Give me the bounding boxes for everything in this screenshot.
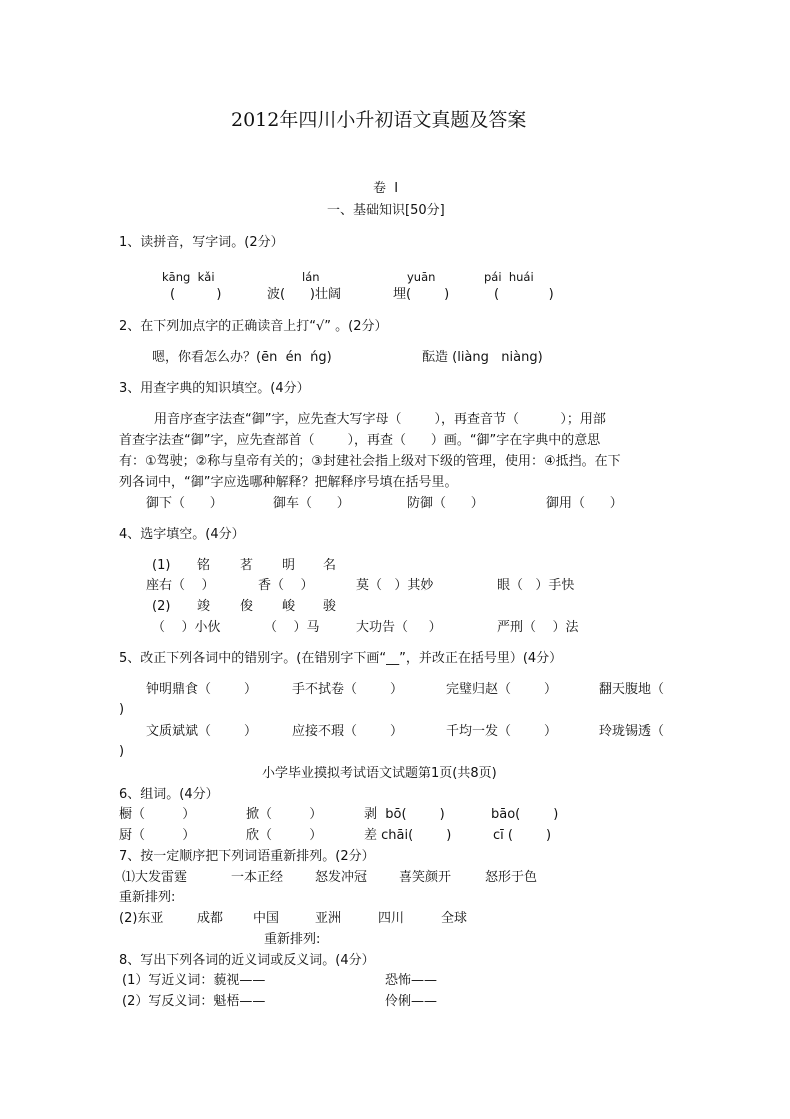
q3-item-2: 御车（ ） bbox=[273, 496, 350, 511]
q6-row-1-item-1: 橱（ ） bbox=[119, 807, 196, 822]
question-1-heading: 1、读拼音，写字词。(2分） bbox=[119, 235, 284, 250]
q6-row-1-item-4: bāo( ) bbox=[491, 807, 559, 822]
q6-row-2-item-1: 厨（ ） bbox=[119, 828, 196, 843]
q7-line-1-word-1: ⑴大发雷霆 bbox=[122, 870, 188, 885]
q3-paragraph-line-1: 用音序查字法查“御”字，应先查大写字母（ ），再查音节（ ）；用部 bbox=[154, 412, 606, 427]
q4-group-2-char-2: 俊 bbox=[240, 599, 254, 614]
q7-line-2-word-1: (2)东亚 bbox=[119, 911, 164, 926]
q7-line-2-word-5: 四川 bbox=[378, 911, 405, 926]
q1-pinyin-4: pái huái bbox=[484, 270, 534, 284]
q4-group-1-item-3: 莫（ ）其妙 bbox=[356, 578, 434, 593]
q7-line-2-word-4: 亚洲 bbox=[315, 911, 342, 926]
document-title: 2012年四川小升初语文真题及答案 bbox=[231, 109, 527, 131]
page-footer: 小学毕业摸拟考试语文试题第1页(共8页) bbox=[262, 766, 497, 781]
section-heading: 一、基础知识[50分] bbox=[327, 203, 445, 218]
q3-paragraph-line-2: 首查字法查“御”字，应先查部首（ ），再查（ ）画。“御”字在字典中的意思 bbox=[119, 433, 601, 448]
q4-group-2-char-1: 竣 bbox=[197, 599, 211, 614]
q3-item-1: 御下（ ） bbox=[146, 496, 223, 511]
q4-group-1-item-1: 座右（ ） bbox=[146, 578, 215, 593]
q4-group-2-label: (2) bbox=[152, 599, 171, 614]
q5-row-1-item-3: 完璧归赵（ ） bbox=[446, 682, 558, 697]
q1-pinyin-2: lán bbox=[302, 270, 320, 284]
q6-row-1-item-3: 剥 bō( ) bbox=[364, 807, 445, 822]
q7-line-1-word-3: 怒发冲冠 bbox=[315, 870, 368, 885]
q8-row-2-item-1: (2）写反义词：魁梧—— bbox=[122, 994, 266, 1009]
q3-paragraph-line-4: 列各词中，“御”字应选哪种解释？把解释序号填在括号里。 bbox=[119, 475, 458, 490]
q4-group-1-char-4: 名 bbox=[323, 558, 337, 573]
q7-line-1-word-5: 怒形于色 bbox=[485, 870, 538, 885]
q7-line-2-word-6: 全球 bbox=[441, 911, 468, 926]
q5-row-1-close: ) bbox=[119, 702, 125, 717]
q4-group-2-char-3: 峻 bbox=[282, 599, 296, 614]
q4-group-2-char-4: 骏 bbox=[323, 599, 337, 614]
q4-group-1-item-2: 香（ ） bbox=[258, 578, 314, 593]
question-2-heading: 2、在下列加点字的正确读音上打“√” 。(2分） bbox=[119, 319, 388, 334]
q1-answer-4: ( ) bbox=[494, 287, 554, 302]
q4-group-1-item-4: 眼（ ）手快 bbox=[497, 578, 575, 593]
question-6-heading: 6、组词。(4分） bbox=[119, 787, 219, 802]
q3-item-4: 御用（ ） bbox=[546, 496, 623, 511]
q5-row-2-item-2: 应接不瑕（ ） bbox=[292, 724, 404, 739]
q1-answer-2: 波( )壮阔 bbox=[267, 287, 341, 302]
q2-line-1: 嗯，你看怎么办？(ēn én ńg) bbox=[152, 350, 332, 365]
q3-paragraph-line-3: 有：①驾驶；②称与皇帝有关的；③封建社会指上级对下级的管理，使用：④抵挡。在下 bbox=[119, 454, 621, 469]
q4-group-2-item-3: 大功告（ ） bbox=[356, 620, 442, 635]
q1-answer-1: ( ) bbox=[170, 287, 222, 302]
q1-pinyin-3: yuān bbox=[407, 270, 436, 284]
q7-line-1-word-4: 喜笑颜开 bbox=[399, 870, 452, 885]
q7-line-2-word-3: 中国 bbox=[253, 911, 280, 926]
q4-group-1-char-2: 茗 bbox=[240, 558, 254, 573]
q3-item-3: 防御（ ） bbox=[407, 496, 484, 511]
q4-group-2-item-1: （ ）小伙 bbox=[152, 620, 221, 635]
q7-reorder-label-2: 重新排列: bbox=[264, 932, 321, 947]
question-8-heading: 8、写出下列各词的近义词或反义词。(4分） bbox=[119, 953, 375, 968]
q1-answer-3: 埋( ) bbox=[393, 287, 450, 302]
q4-group-2-item-4: 严刑（ ）法 bbox=[497, 620, 579, 635]
q4-group-2-item-2: （ ）马 bbox=[264, 620, 320, 635]
q5-row-2-close: ) bbox=[119, 744, 125, 759]
q6-row-2-item-3: 差 chāi( ) bbox=[364, 828, 452, 843]
question-4-heading: 4、选字填空。(4分） bbox=[119, 527, 245, 542]
q4-group-1-char-3: 明 bbox=[282, 558, 296, 573]
q5-row-2-item-4: 玲珑锡透（ bbox=[599, 724, 665, 739]
volume-label: 卷 I bbox=[373, 181, 399, 196]
q5-row-1-item-2: 手不拭卷（ ） bbox=[292, 682, 404, 697]
question-5-heading: 5、改正下列各词中的错别字。(在错别字下画“__”，并改正在括号里）(4分） bbox=[119, 651, 563, 666]
q5-row-1-item-1: 钟明鼎食（ ） bbox=[146, 682, 258, 697]
q4-group-1-char-1: 铭 bbox=[197, 558, 211, 573]
q5-row-2-item-3: 千均一发（ ） bbox=[446, 724, 558, 739]
q5-row-1-item-4: 翻天腹地（ bbox=[599, 682, 665, 697]
question-3-heading: 3、用查字典的知识填空。(4分） bbox=[119, 381, 310, 396]
q8-row-1-item-2: 恐怖—— bbox=[385, 973, 438, 988]
q7-line-1-word-2: 一本正经 bbox=[231, 870, 284, 885]
q7-reorder-label-1: 重新排列: bbox=[119, 890, 176, 905]
q1-pinyin-1: kāng kǎi bbox=[162, 270, 215, 284]
question-7-heading: 7、按一定顺序把下列词语重新排列。(2分） bbox=[119, 849, 375, 864]
q6-row-2-item-2: 欣（ ） bbox=[246, 828, 323, 843]
q2-line-2: 酝造 (liàng niàng) bbox=[422, 350, 543, 365]
q5-row-2-item-1: 文质斌斌（ ） bbox=[146, 724, 258, 739]
q8-row-1-item-1: (1）写近义词：藐视—— bbox=[122, 973, 266, 988]
q6-row-1-item-2: 掀（ ） bbox=[246, 807, 323, 822]
q7-line-2-word-2: 成都 bbox=[197, 911, 224, 926]
q6-row-2-item-4: cī ( ) bbox=[493, 828, 552, 843]
q4-group-1-label: (1) bbox=[152, 558, 171, 573]
q8-row-2-item-2: 伶俐—— bbox=[385, 994, 438, 1009]
